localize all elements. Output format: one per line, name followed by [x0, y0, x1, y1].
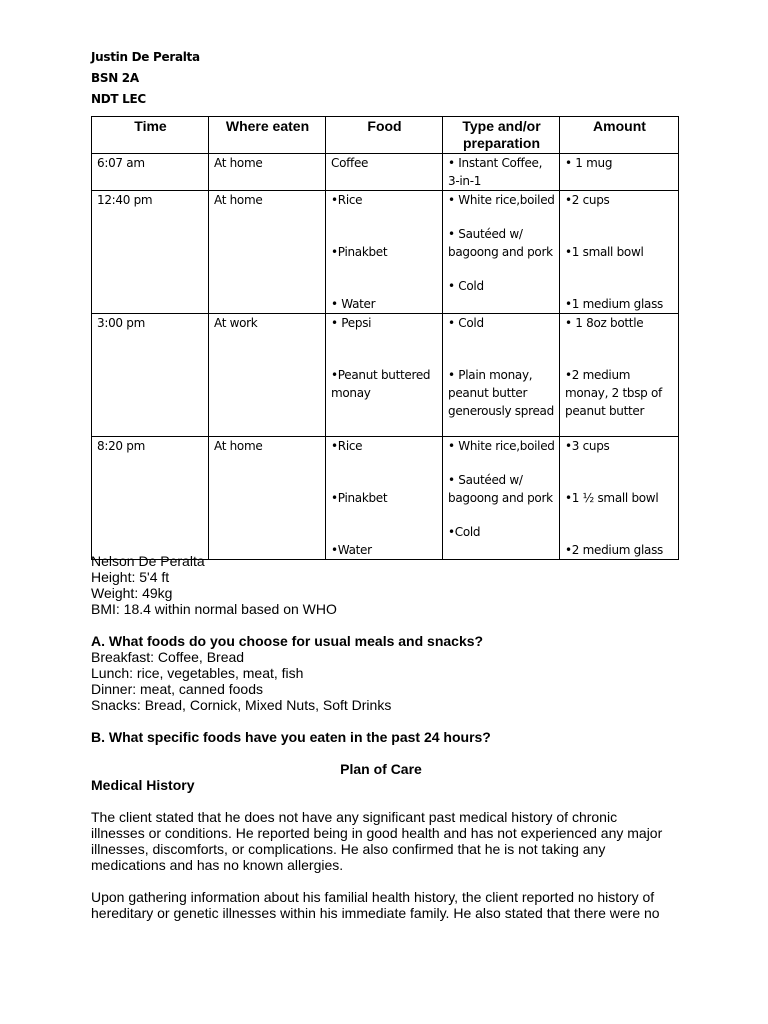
food-item: •Peanut buttered monay	[331, 368, 431, 400]
student-name: Justin De Peralta	[91, 50, 200, 64]
cell-where: At home	[209, 154, 326, 191]
cell-type	[443, 154, 560, 191]
column-header-time: Time	[92, 117, 209, 154]
table-row	[92, 191, 679, 314]
client-name: Nelson De Peralta	[91, 553, 205, 569]
amount-item: •1 small bowl	[565, 245, 644, 259]
food-item: •Water	[331, 543, 372, 557]
cell-type	[443, 314, 560, 437]
amount-item: •1 ½ small bowl	[565, 491, 659, 505]
cell-time: 3:00 pm	[92, 314, 209, 437]
food-log-table	[91, 116, 679, 560]
type-item: • White rice,boiled	[448, 439, 555, 453]
student-section: BSN 2A	[91, 71, 139, 85]
type-item: •Cold	[448, 525, 481, 539]
cell-type	[443, 191, 560, 314]
table-row	[92, 437, 679, 560]
amount-item: •2 medium monay, 2 tbsp of peanut butter	[565, 368, 662, 418]
question-a-heading: A. What foods do you choose for usual meals and snacks?	[91, 633, 484, 649]
document-header	[91, 47, 200, 110]
food-item: •Pinakbet	[331, 245, 388, 259]
amount-item: •3 cups	[565, 439, 610, 453]
cell-food	[326, 154, 443, 191]
food-item: •Pinakbet	[331, 491, 388, 505]
cell-food	[326, 437, 443, 560]
cell-time: 12:40 pm	[92, 191, 209, 314]
table-header-row	[92, 117, 679, 154]
cell-amount	[560, 314, 679, 437]
type-item: • Cold	[448, 279, 484, 293]
cell-where: At work	[209, 314, 326, 437]
type-item: • White rice,boiled	[448, 193, 555, 207]
document-body	[91, 553, 671, 921]
course-name: NDT LEC	[91, 92, 146, 106]
cell-time: 8:20 pm	[92, 437, 209, 560]
family-history-paragraph: Upon gathering information about his familial health history, the client reported no history of hereditary or genetic illnesses within his immediate family. He also stated that there were no	[91, 889, 660, 921]
type-item: • Plain monay, peanut butter generously spread	[448, 368, 554, 418]
amount-item: • 1 mug	[565, 156, 613, 170]
medical-history-heading: Medical History	[91, 777, 195, 793]
amount-item: • 1 8oz bottle	[565, 316, 644, 330]
amount-item: •1 medium glass	[565, 297, 663, 311]
food-item: • Pepsi	[331, 316, 372, 330]
client-bmi: BMI: 18.4 within normal based on WHO	[91, 601, 337, 617]
food-item: •Rice	[331, 439, 363, 453]
usual-dinner: Dinner: meat, canned foods	[91, 681, 263, 697]
column-header-amount: Amount	[560, 117, 679, 154]
cell-time: 6:07 am	[92, 154, 209, 191]
food-item: Coffee	[331, 156, 369, 170]
cell-amount	[560, 154, 679, 191]
usual-snacks: Snacks: Bread, Cornick, Mixed Nuts, Soft Drinks	[91, 697, 392, 713]
usual-lunch: Lunch: rice, vegetables, meat, fish	[91, 665, 304, 681]
cell-where: At home	[209, 191, 326, 314]
client-weight: Weight: 49kg	[91, 585, 173, 601]
cell-food	[326, 191, 443, 314]
table-row	[92, 154, 679, 191]
medical-history-paragraph: The client stated that he does not have any significant past medical history of chronic illnesses or conditions. He reported being in good health and has not experienced any major illnesses, discomforts, or complications. He also confirmed that he is not taking any medications and has no known allergies.	[91, 809, 663, 873]
client-height: Height: 5'4 ft	[91, 569, 170, 585]
type-item: • Instant Coffee, 3-in-1	[448, 156, 543, 188]
cell-amount	[560, 191, 679, 314]
type-item: • Sautéed w/ bagoong and pork	[448, 227, 553, 259]
food-item: •Rice	[331, 193, 363, 207]
question-b-heading: B. What specific foods have you eaten in the past 24 hours?	[91, 729, 491, 745]
plan-of-care-title: Plan of Care	[340, 761, 422, 777]
column-header-food: Food	[326, 117, 443, 154]
cell-where: At home	[209, 437, 326, 560]
amount-item: •2 medium glass	[565, 543, 663, 557]
cell-amount	[560, 437, 679, 560]
column-header-type: Type and/or preparation	[443, 117, 560, 154]
cell-food	[326, 314, 443, 437]
column-header-where: Where eaten	[209, 117, 326, 154]
table-row	[92, 314, 679, 437]
type-item: • Sautéed w/ bagoong and pork	[448, 473, 553, 505]
amount-item: •2 cups	[565, 193, 610, 207]
type-item: • Cold	[448, 316, 484, 330]
food-item: • Water	[331, 297, 376, 311]
cell-type	[443, 437, 560, 560]
usual-breakfast: Breakfast: Coffee, Bread	[91, 649, 245, 665]
